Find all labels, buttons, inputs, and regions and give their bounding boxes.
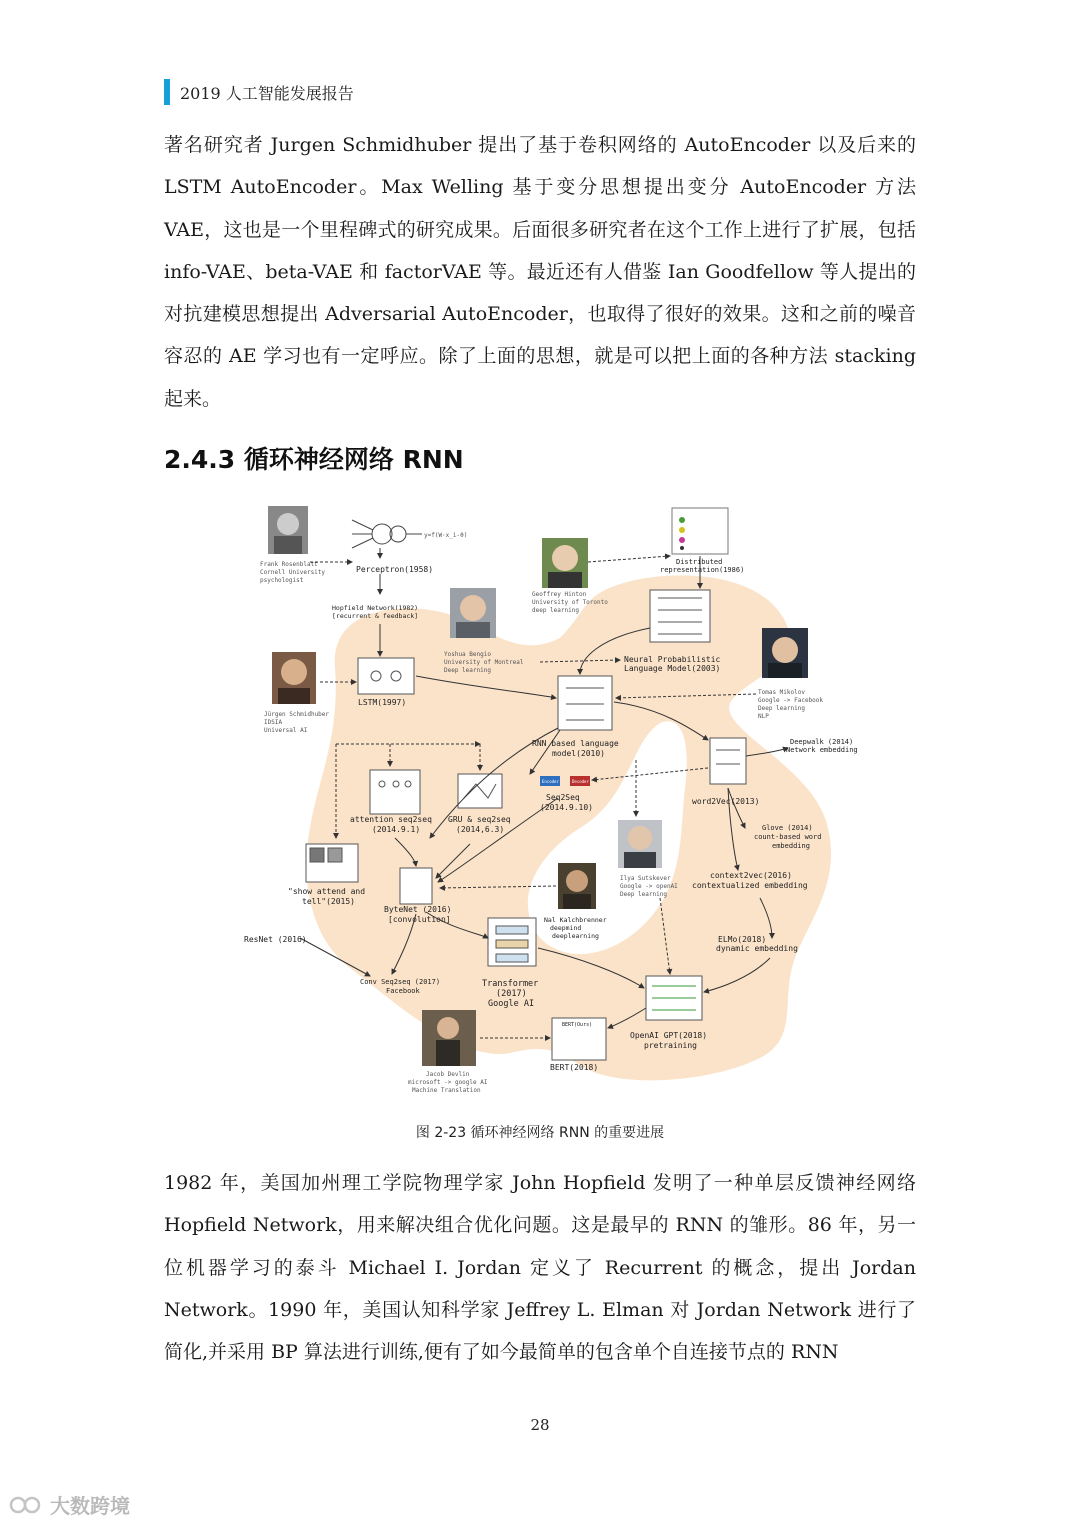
resnet-label: ResNet (2016) — [244, 935, 307, 944]
header-accent-bar — [164, 79, 170, 105]
lstm-label: LSTM(1997) — [358, 698, 407, 707]
diagram-word2vec — [710, 738, 746, 784]
glove-sublabel-2: embedding — [772, 842, 810, 850]
diagram-show-attend — [306, 844, 358, 882]
sutskever-name: Ilya Sutskever — [620, 875, 671, 882]
hopfield-sublabel: [recurrent & feedback] — [332, 612, 419, 620]
diagram-transformer — [488, 918, 536, 966]
gru-date: (2014,6.3) — [456, 825, 505, 834]
transformer-affiliation: Google AI — [488, 999, 535, 1009]
show-attend-date: tell"(2015) — [302, 897, 355, 906]
seq2seq-date: (2014.9.10) — [540, 803, 593, 812]
elmo-sublabel: dynamic embedding — [716, 944, 798, 953]
elmo-label: ELMo(2018) — [718, 935, 767, 944]
context2vec-label: context2vec(2016) — [710, 871, 792, 880]
devlin-field: Machine Translation — [412, 1087, 481, 1094]
section-heading: 2.4.3 循环神经网络 RNN — [164, 445, 464, 474]
hinton-role: deep learning — [532, 607, 579, 614]
kalchbrenner-role: deeplearning — [552, 932, 599, 940]
seq2seq-label: Seq2Seq — [546, 793, 580, 802]
diagram-gru — [458, 774, 502, 808]
watermark-logo-icon — [8, 1493, 44, 1517]
diagram-nplm — [650, 590, 710, 642]
bert-box-label: BERT(Ours) — [562, 1022, 593, 1028]
glove-sublabel: count-based word — [754, 833, 822, 841]
deepwalk-label: Deepwalk (2014) — [790, 738, 854, 746]
perceptron-label: Perceptron(1958) — [356, 565, 434, 574]
hinton-name: Geoffrey Hinton — [532, 591, 587, 598]
diagram-rnnlm — [558, 676, 612, 730]
photo-sutskever — [618, 820, 662, 868]
photo-schmidhuber — [272, 652, 316, 704]
diagram-lstm — [358, 658, 414, 694]
bert-label: BERT(2018) — [550, 1063, 599, 1072]
seq2seq-encoder-label: Encoder — [542, 779, 559, 784]
attention-date: (2014.9.1) — [372, 825, 421, 834]
watermark — [8, 1490, 130, 1519]
rosenblatt-name: Frank Rosenblatt — [260, 561, 318, 568]
rosenblatt-affiliation: Cornell University — [260, 569, 326, 576]
diagram-gpt — [646, 976, 702, 1020]
gpt-label: OpenAI GPT(2018) — [630, 1031, 708, 1040]
diagram-bytenet — [400, 868, 432, 904]
mikolov-affiliation: Google -> Facebook — [758, 697, 824, 704]
schmidhuber-affiliation: IDSIA — [264, 719, 283, 726]
attention-label: attention seq2seq — [350, 815, 432, 824]
convs2s-affiliation: Facebook — [386, 987, 420, 995]
photo-rosenblatt — [268, 506, 308, 554]
context2vec-sublabel: contextualized embedding — [692, 881, 808, 890]
header-title: 2019 人工智能发展报告 — [180, 83, 354, 103]
photo-hinton — [542, 538, 588, 588]
photo-mikolov — [762, 628, 808, 678]
seq2seq-decoder-label: Decoder — [572, 779, 589, 784]
sutskever-role: Deep learning — [620, 891, 667, 898]
hopfield-label: Hopfield Network(1982) — [332, 604, 419, 612]
mikolov-field-2: NLP — [758, 713, 769, 720]
devlin-affiliation: microsoft -> google AI — [408, 1079, 488, 1086]
bengio-name: Yoshua Bengio — [444, 651, 491, 658]
convs2s-label: Conv Seq2seq (2017) — [360, 978, 441, 986]
figure-caption: 图 2-23 循环神经网络 RNN 的重要进展 — [415, 1125, 665, 1141]
transformer-date: (2017) — [496, 989, 527, 999]
paragraph-autoencoder: 著名研究者 Jurgen Schmidhuber 提出了基于卷积网络的 AutoEncoder 以及后来的 LSTM AutoEncoder。Max Welling 基于变分思想提出变分 AutoEncoder 方法 VAE，这也是一个里程碑式的研究成果。后面很多研究者在这个工作上进行了扩展，包括 info-VAE、beta-VAE 和 factorVAE 等。最近还有人借鉴 Ian Goodfellow 等人提出的对抗建模思想提出 Adversarial AutoEncoder，也取得了很好的效果。这和之前的噪音容忍的 AE 学习也有一定呼应。除了上面的思想，就是可以把上面的各种方法 stacking 起来。 — [164, 134, 916, 410]
bengio-affiliation: University of Montreal — [444, 659, 524, 666]
photo-devlin — [422, 1010, 476, 1066]
rnnlm-sublabel: model(2010) — [552, 749, 605, 758]
mikolov-name: Tomas Mikolov — [758, 689, 805, 696]
photo-kalchbrenner — [558, 863, 596, 909]
distributed-label: Distributed — [676, 558, 723, 566]
sutskever-affiliation: Google -> openAI — [620, 883, 678, 890]
transformer-label: Transformer — [482, 979, 539, 989]
schmidhuber-role: Universal AI — [264, 727, 308, 734]
nplm-label: Neural Probabilistic — [624, 655, 721, 664]
devlin-name: Jacob Devlin — [426, 1071, 470, 1078]
nplm-sublabel: Language Model(2003) — [624, 664, 721, 673]
photo-bengio — [450, 588, 496, 638]
gpt-sublabel: pretraining — [644, 1041, 697, 1050]
bengio-role: Deep learning — [444, 667, 491, 674]
page-number: 28 — [530, 1416, 550, 1434]
diagram-bert — [552, 1018, 606, 1060]
rosenblatt-role: psychologist — [260, 577, 304, 584]
hinton-affiliation: University of Toronto — [532, 599, 608, 606]
distributed-sublabel: representation(1986) — [660, 566, 745, 574]
deepwalk-sublabel: Network embedding — [786, 746, 858, 754]
show-attend-label: "show attend and — [288, 887, 366, 896]
bytenet-sublabel: [convolution] — [388, 915, 451, 924]
rnnlm-label: RNN based language — [532, 739, 619, 748]
glove-label: Glove (2014) — [762, 824, 813, 832]
diagram-perceptron — [352, 520, 422, 548]
diagram-distributed — [672, 508, 728, 554]
rnn-history-figure — [240, 498, 870, 1103]
kalchbrenner-affiliation: deepmind — [550, 924, 582, 932]
watermark-text: 大数跨境 — [50, 1494, 130, 1518]
perceptron-output-label: y=f(W·x_i-θ) — [424, 532, 468, 539]
gru-label: GRU & seq2seq — [448, 815, 511, 824]
diagram-attention — [370, 770, 420, 814]
bytenet-label: ByteNet (2016) — [384, 905, 452, 914]
paragraph-hopfield: 1982 年，美国加州理工学院物理学家 John Hopfield 发明了一种单层反馈神经网络 Hopfield Network，用来解决组合优化问题。这是最早的 RNN 的雏形。86 年，另一位机器学习的泰斗 Michael I. Jordan 定义了 Recurrent 的概念，提出 Jordan Network。1990 年，美国认知科学家 Jeffrey L. Elman 对 Jordan Network 进行了简化,并采用 BP 算法进行训练,便有了如今最简单的包含单个自连接节点的 RNN — [164, 1172, 916, 1364]
word2vec-label: word2Vec(2013) — [692, 797, 760, 806]
mikolov-field: Deep learning — [758, 705, 805, 712]
kalchbrenner-name: Nal Kalchbrenner — [544, 916, 607, 924]
schmidhuber-name: Jürgen Schmidhuber — [264, 711, 330, 718]
label-rosenblatt — [260, 561, 325, 584]
running-header — [164, 78, 354, 106]
